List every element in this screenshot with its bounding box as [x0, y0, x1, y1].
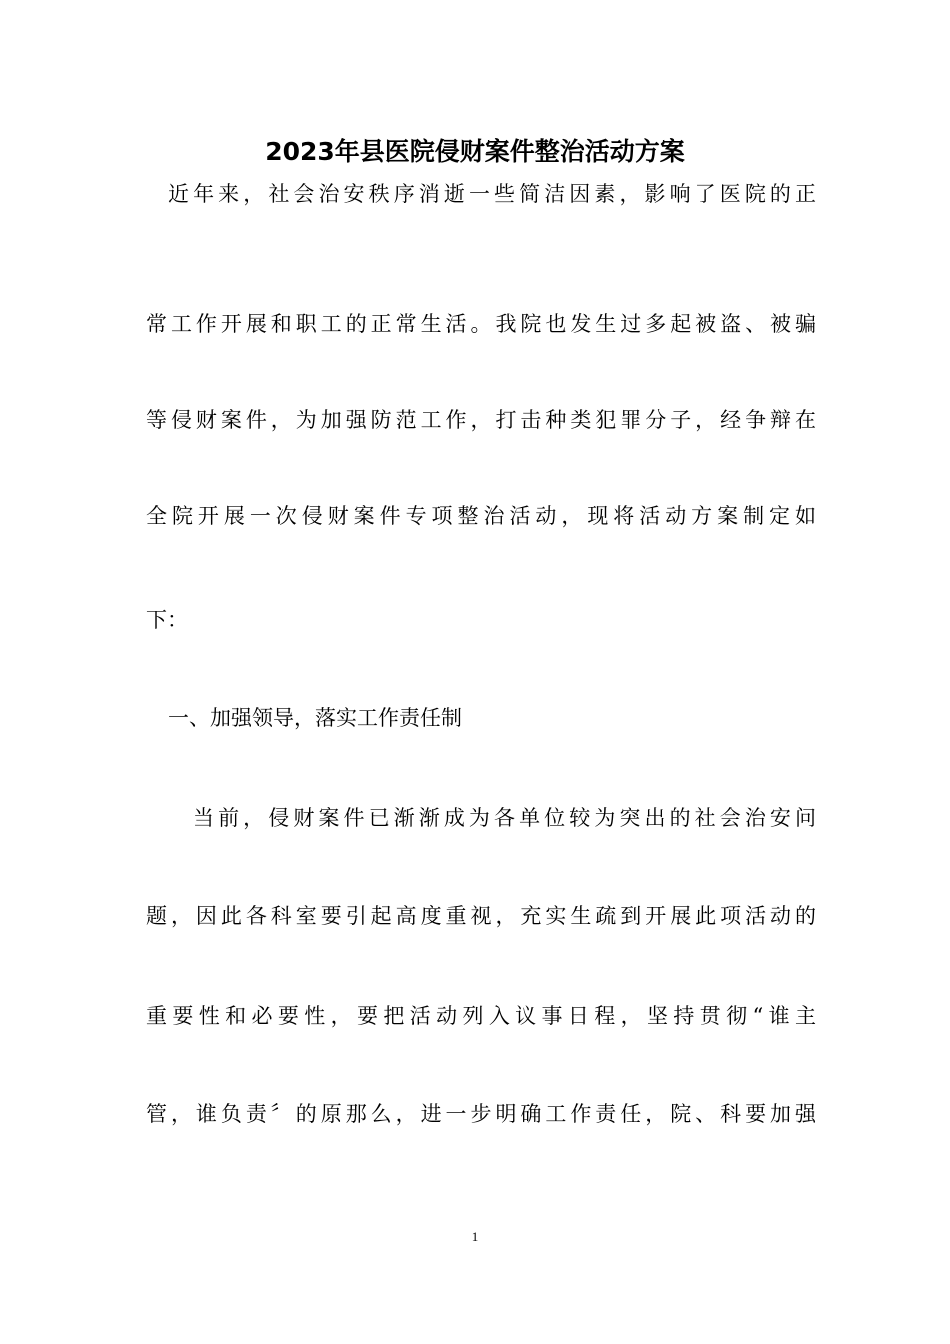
- paragraph-line: 题，因此各科室要引起高度重视，充实生疏到开展此项活动的: [146, 904, 816, 928]
- paragraph-line: 全院开展一次侵财案件专项整治活动，现将活动方案制定如: [146, 504, 816, 528]
- paragraph-line: 下：: [146, 608, 188, 632]
- section-heading: 一、加强领导，落实工作责任制: [168, 706, 462, 730]
- paragraph-line: 近年来，社会治安秩序消逝一些简洁因素，影响了医院的正: [168, 182, 816, 206]
- page-number: 1: [471, 1229, 479, 1244]
- paragraph-line: 重要性和必要性，要把活动列入议事日程，坚持贯彻“谁主: [146, 1004, 816, 1028]
- paragraph-line: 当前，侵财案件已渐渐成为各单位较为突出的社会治安问: [193, 806, 816, 830]
- paragraph-line: 管，谁负责〞的原那么，进一步明确工作责任，院、科要加强: [146, 1102, 816, 1126]
- document-title: 2023年县医院侵财案件整治活动方案: [265, 137, 685, 166]
- paragraph-line: 等侵财案件，为加强防范工作，打击种类犯罪分子，经争辩在: [146, 408, 816, 432]
- paragraph-line: 常工作开展和职工的正常生活。我院也发生过多起被盗、被骗: [146, 312, 816, 336]
